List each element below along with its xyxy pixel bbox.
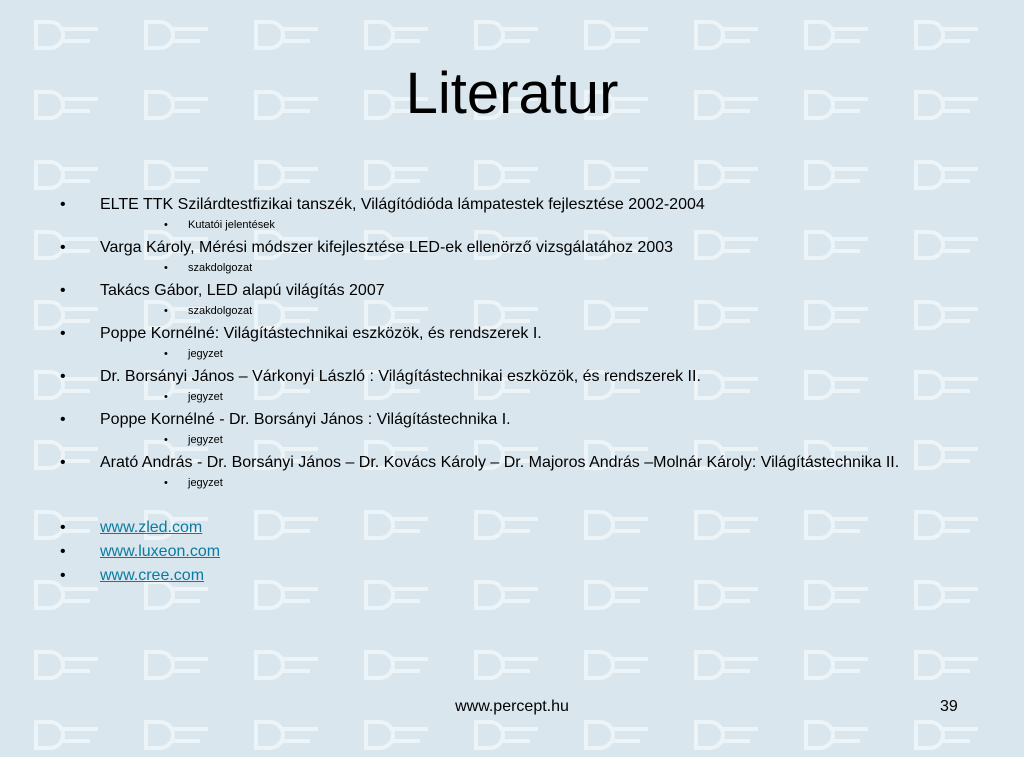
sub-bullet: •	[164, 305, 168, 317]
reference-item	[60, 453, 960, 472]
link-item	[60, 518, 960, 537]
reference-text: Poppe Kornélné - Dr. Borsányi János : Világítástechnika I.	[100, 411, 511, 428]
link-item	[60, 542, 960, 561]
bullet: •	[60, 543, 66, 560]
reference-type: jegyzet	[188, 477, 223, 489]
zled-link[interactable]: www.zled.com	[100, 519, 203, 536]
reference-text: Dr. Borsányi János – Várkonyi László : Világítástechnikai eszközök, és rendszerek II.	[100, 368, 701, 385]
bullet: •	[60, 567, 66, 584]
reference-subitem	[60, 305, 960, 318]
luxeon-link[interactable]: www.luxeon.com	[100, 543, 221, 560]
sub-bullet: •	[164, 348, 168, 360]
reference-text: Takács Gábor, LED alapú világítás 2007	[100, 282, 385, 299]
reference-subitem	[60, 262, 960, 275]
reference-subitem	[60, 219, 960, 232]
sub-bullet: •	[164, 219, 168, 231]
sub-bullet: •	[164, 434, 168, 446]
page-number: 39	[940, 698, 958, 715]
reference-list	[60, 195, 960, 590]
reference-item	[60, 195, 960, 214]
bullet: •	[60, 325, 66, 342]
reference-item	[60, 324, 960, 343]
reference-type: jegyzet	[188, 348, 223, 360]
reference-text: Arató András - Dr. Borsányi János – Dr. Kovács Károly – Dr. Majoros András –Molnár Károly: Világítástechnika II.	[100, 454, 900, 471]
reference-text: ELTE TTK Szilárdtestfizikai tanszék, Világítódióda lámpatestek fejlesztése 2002-2004	[100, 196, 705, 213]
reference-subitem	[60, 391, 960, 404]
reference-type: jegyzet	[188, 434, 223, 446]
reference-item	[60, 410, 960, 429]
reference-subitem	[60, 477, 960, 490]
reference-type: szakdolgozat	[188, 305, 253, 317]
reference-item	[60, 281, 960, 300]
bullet: •	[60, 196, 66, 213]
bullet: •	[60, 368, 66, 385]
link-item	[60, 566, 960, 585]
reference-subitem	[60, 434, 960, 447]
reference-item	[60, 367, 960, 386]
bullet: •	[60, 454, 66, 471]
slide-title: Literatur	[405, 61, 619, 126]
sub-bullet: •	[164, 391, 168, 403]
spacer	[60, 496, 960, 518]
reference-subitem	[60, 348, 960, 361]
bullet: •	[60, 519, 66, 536]
reference-text: Varga Károly, Mérési módszer kifejlesztése LED-ek ellenörző vizsgálatához 2003	[100, 239, 674, 256]
reference-type: szakdolgozat	[188, 262, 253, 274]
reference-text: Poppe Kornélné: Világítástechnikai eszközök, és rendszerek I.	[100, 325, 542, 342]
reference-type: jegyzet	[188, 391, 223, 403]
bullet: •	[60, 239, 66, 256]
reference-type: Kutatói jelentések	[188, 219, 275, 231]
sub-bullet: •	[164, 477, 168, 489]
bullet: •	[60, 411, 66, 428]
bullet: •	[60, 282, 66, 299]
cree-link[interactable]: www.cree.com	[100, 567, 205, 584]
sub-bullet: •	[164, 262, 168, 274]
reference-item	[60, 238, 960, 257]
footer-url: www.percept.hu	[455, 698, 569, 715]
